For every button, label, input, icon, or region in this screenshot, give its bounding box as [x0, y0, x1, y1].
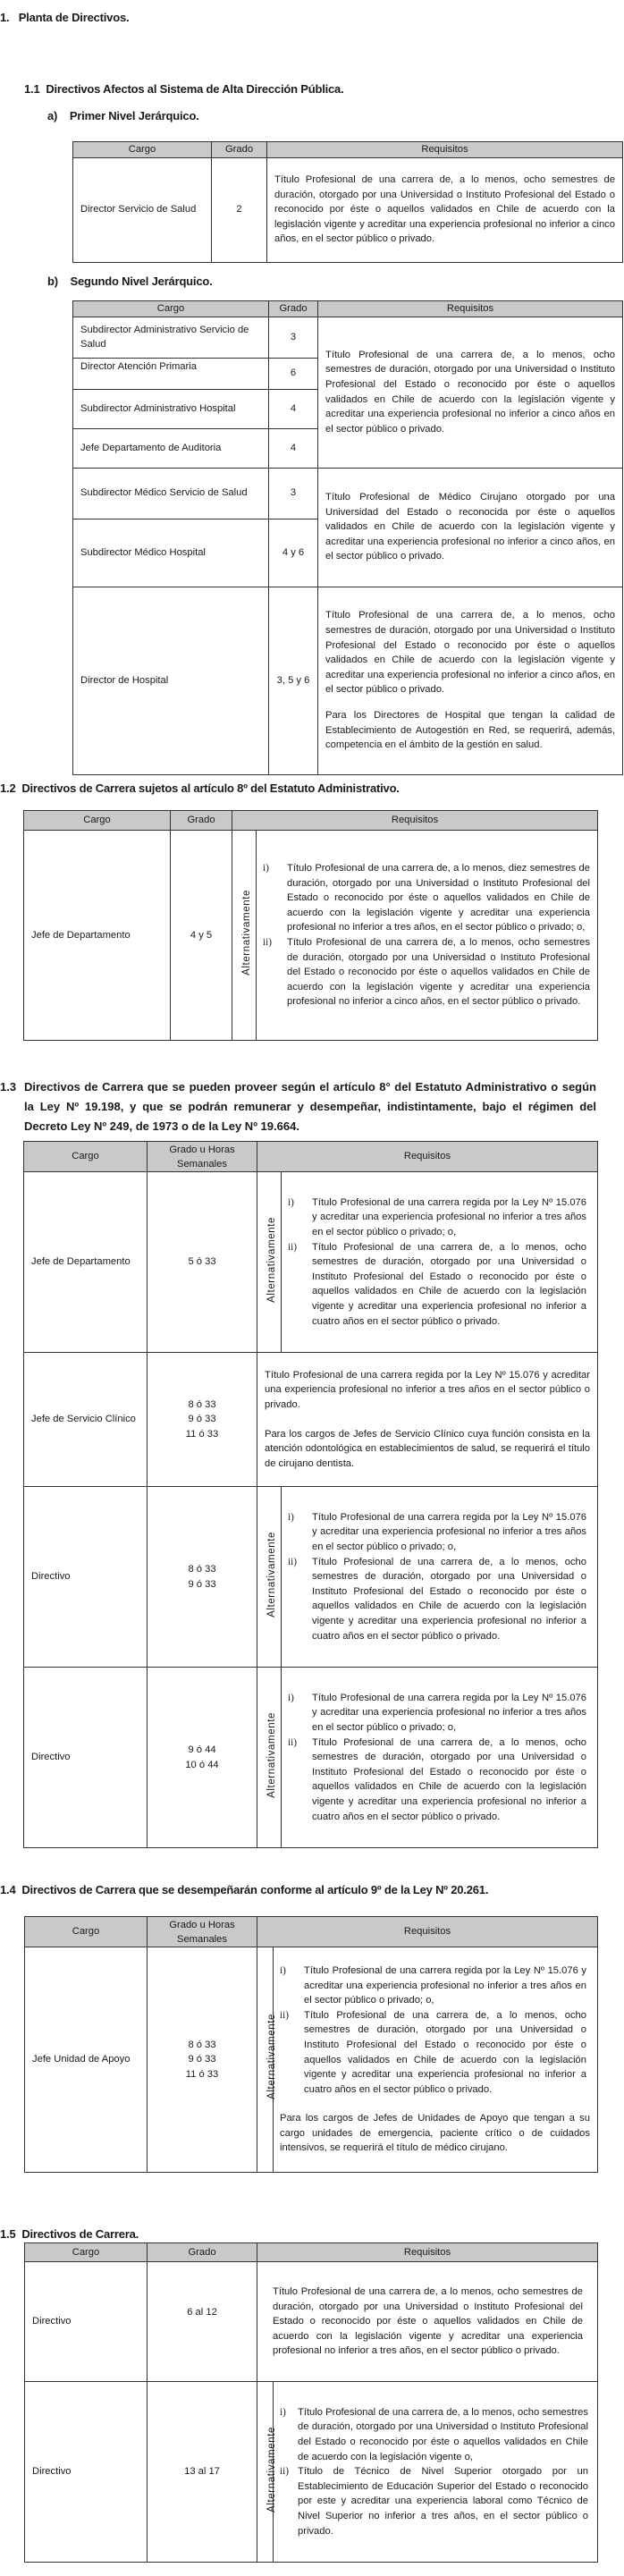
grado-cell [148, 1353, 257, 1487]
subheading-number: b) [47, 274, 58, 288]
cargo-cell: Director Servicio de Salud [73, 157, 212, 262]
alternativamente-label: Alternativamente [266, 2014, 277, 2099]
list-marker: i) [280, 1964, 286, 1976]
column-header-grado: Grado [212, 142, 267, 158]
requisitos-list [280, 2405, 588, 2538]
subheading-number: a) [47, 109, 58, 122]
list-item [288, 1555, 586, 1644]
cargo-cell: Jefe Unidad de Apoyo [25, 1947, 148, 2173]
list-text: Título Profesional de una carrera de, a lo menos, diez semestres de duración, otorgado por una Universidad o Instituto Profesional del Estado o reconocido por éste o aquellos validados en Chile de acuerdo con la legislación vigente y acreditar una experiencia profesional no inferior a tres años, en el sector público o privado; o, [287, 863, 590, 933]
grado-cell: 4 [269, 389, 318, 428]
table-row [73, 468, 623, 519]
subheading-a [47, 109, 199, 122]
list-item [280, 2405, 588, 2464]
list-marker: ii) [288, 1556, 297, 1567]
alternativamente-cell [232, 831, 257, 1041]
table-row [25, 1947, 598, 2173]
requisitos-cell: Título Profesional de una carrera de, a lo menos, ocho semestres de duración, otorgado por una Universidad o Instituto Profesional del Estado o reconocido por éste o aquellos validados en Chile de acuerdo con la legislación vigente y acreditar una experiencia profesional no inferior a cinco años, en el sector público o privado. [267, 157, 623, 262]
cargo-cell: Directivo [24, 1668, 148, 1848]
requisitos-cell: Título Profesional de una carrera de, a lo menos, ocho semestres de duración, otorgado por una Universidad o Instituto Profesional del Estado o reconocido por éste o aquellos validados en Chile de acuerdo con la legislación vigente y acreditar una experiencia profesional no inferior a cinco años en el sector público o privado. [318, 317, 623, 468]
grado-value: 8 ó 33 [188, 1398, 216, 1410]
section-heading-1-4 [0, 1883, 488, 1896]
requisitos-list [288, 1510, 586, 1643]
section-number: 1. [0, 11, 10, 24]
column-header-cargo: Cargo [25, 2243, 148, 2262]
cargo-cell: Jefe de Departamento [24, 831, 171, 1041]
cargo-cell: Subdirector Administrativo Hospital [73, 389, 269, 428]
column-header-cargo: Cargo [73, 301, 269, 317]
list-marker: i) [280, 2406, 286, 2418]
table-row [24, 1172, 598, 1353]
list-marker: i) [263, 863, 269, 874]
column-header-requisitos: Requisitos [267, 142, 623, 158]
subheading-b [47, 274, 213, 288]
list-text: Título Profesional de una carrera de, a lo menos, ocho semestres de duración, otorgado por una Universidad o Instituto Profesional del Estado o reconocido por éste o aquellos validados en Chile de acuerdo con la legislación vigente o, [298, 2406, 588, 2462]
section-title: Directivos de Carrera que se pueden proveer según el artículo 8° del Estatuto Administrativo o según la Ley Nº 19.198, y que se podrán remunerar y desempeñar, indistintamente, bajo el régimen del Decreto Ley Nº 249, de 1973 o de la Ley Nº 19.664. [24, 1080, 596, 1133]
list-item [288, 1195, 586, 1240]
column-header-grado-horas: Grado u Horas Semanales [148, 1917, 257, 1947]
requisitos-list [263, 861, 590, 1009]
cargo-cell: Directivo [25, 2382, 148, 2563]
column-header-grado: Grado [269, 301, 318, 317]
grado-cell: 4 y 6 [269, 519, 318, 587]
requisitos-text: Título Profesional de una carrera regida por la Ley Nº 15.076 y acreditar una experiencia profesional no inferior a tres años en el sector público o privado. [265, 1369, 590, 1410]
alternativamente-label: Alternativamente [241, 890, 252, 976]
table-row [73, 317, 623, 358]
requisitos-cell [274, 2382, 598, 2563]
cargo-cell: Director de Hospital [73, 587, 269, 774]
list-marker: ii) [280, 2009, 289, 2021]
cargo-cell: Subdirector Administrativo Servicio de Salud [73, 317, 269, 358]
column-header-cargo: Cargo [24, 811, 171, 831]
table-1-4 [24, 1916, 598, 2173]
requisitos-note: Para los Directores de Hospital que tengan la calidad de Establecimiento de Autogestión en Red, se requerirá, además, competencia en el ámbito de la gestión en salud. [325, 709, 615, 751]
alternativamente-cell [257, 1947, 277, 2173]
cargo-cell: Jefe de Departamento [24, 1172, 148, 1353]
grado-value: 11 ó 33 [185, 2068, 219, 2080]
grado-cell: 5 ó 33 [148, 1172, 257, 1353]
column-header-grado-horas: Grado u Horas Semanales [148, 1142, 257, 1172]
requisitos-cell [282, 1668, 598, 1848]
grado-cell: 13 al 17 [148, 2382, 257, 2563]
column-header-cargo: Cargo [24, 1142, 148, 1172]
list-marker: i) [288, 1511, 294, 1523]
column-header-requisitos: Requisitos [257, 1917, 598, 1947]
list-text: Título Profesional de una carrera regida por la Ley Nº 15.076 y acreditar una experiencia profesional no inferior a tres años en el sector público o privado; o, [312, 1196, 586, 1238]
grado-value: 9 ó 33 [188, 1578, 216, 1590]
section-title: Directivos de Carrera sujetos al artículo 8º del Estatuto Administrativo. [21, 781, 400, 795]
requisitos-cell [282, 1487, 598, 1668]
grado-value: 9 ó 33 [188, 2054, 216, 2065]
requisitos-cell [282, 1172, 598, 1353]
requisitos-cell [318, 587, 623, 774]
subheading-title: Segundo Nivel Jerárquico. [70, 274, 213, 288]
requisitos-cell [257, 831, 598, 1041]
list-marker: ii) [288, 1736, 297, 1748]
table-row [73, 587, 623, 774]
grado-value: 11 ó 33 [185, 1428, 219, 1440]
alternativamente-label: Alternativamente [266, 2426, 277, 2513]
column-header-requisitos: Requisitos [232, 811, 598, 831]
section-heading-1-5 [0, 2227, 139, 2241]
grado-value: 9 ó 44 [188, 1744, 216, 1755]
list-item [263, 935, 590, 1009]
grado-cell: 3 [269, 317, 318, 358]
table-1-3 [23, 1141, 598, 1848]
table-1-2 [23, 810, 598, 1041]
table-primer-nivel [72, 141, 623, 263]
list-item [280, 2464, 588, 2538]
grado-value: 8 ó 33 [188, 2039, 216, 2050]
requisitos-cell [274, 1947, 598, 2173]
grado-cell: 4 y 5 [171, 831, 232, 1041]
cargo-cell: Director Atención Primaria [73, 358, 269, 389]
section-title: Directivos de Carrera que se desempeñarán conforme al artículo 9º de la Ley Nº 20.261. [21, 1883, 489, 1896]
table-row [24, 1487, 598, 1668]
section-heading-1-1 [24, 82, 344, 96]
table-row [25, 2262, 598, 2382]
list-marker: i) [288, 1692, 294, 1703]
section-number: 1.5 [0, 2227, 16, 2241]
list-item [288, 1240, 586, 1330]
list-marker: ii) [280, 2466, 289, 2478]
requisitos-note: Para los cargos de Jefes de Servicio Clínico cuya función consista en la atención odontológica en establecimientos de salud, se requerirá el título de cirujano dentista. [265, 1428, 590, 1469]
list-text: Título Profesional de una carrera de, a lo menos, ocho semestres de duración, otorgado por una Universidad o Instituto Profesional del Estado o reconocido por éste o aquellos validados en Chile de acuerdo con la legislación vigente y acreditar una experiencia profesional no inferior a cuatro años en el sector público o privado. [312, 1241, 586, 1327]
table-row [25, 2382, 598, 2563]
section-heading-1-3 [0, 1077, 596, 1136]
list-text: Título Profesional de una carrera de, a lo menos, ocho semestres de duración, otorgado por una Universidad o Instituto Profesional del Estado o reconocido por éste o aquellos validados en Chile de acuerdo con la legislación vigente y acreditar una experiencia profesional no inferior a cuatro años en el sector público o privado. [304, 2009, 586, 2095]
cargo-cell: Directivo [25, 2262, 148, 2382]
grado-cell: 3, 5 y 6 [269, 587, 318, 774]
list-text: Título de Técnico de Nivel Superior otorgado por un Establecimiento de Educación Superior del Estado o reconocido por este y acreditar una experiencia laboral como Técnico de Nivel Superior no inferior a tres años, en el sector público o privado. [298, 2466, 588, 2537]
column-header-grado: Grado [171, 811, 232, 831]
cargo-cell: Subdirector Médico Hospital [73, 519, 269, 587]
grado-value: 10 ó 44 [185, 1759, 219, 1770]
list-marker: i) [288, 1196, 294, 1208]
list-item [263, 861, 590, 935]
alternativamente-cell [257, 1172, 282, 1353]
requisitos-note: Para los cargos de Jefes de Unidades de Apoyo que tengan a su cargo unidades de emergencia, paciente crítico o de cuidados intensivos, se requerirá el título de médico cirujano. [280, 2113, 590, 2154]
table-row [24, 831, 598, 1041]
grado-value: 9 ó 33 [188, 1414, 216, 1425]
cargo-cell: Jefe Departamento de Auditoria [73, 428, 269, 468]
grado-cell: 3 [269, 468, 318, 519]
section-heading-1-2 [0, 781, 400, 795]
grado-cell: 4 [269, 428, 318, 468]
column-header-requisitos: Requisitos [257, 1142, 598, 1172]
list-item [288, 1510, 586, 1555]
alternativamente-cell [257, 2382, 277, 2563]
requisitos-cell: Título Profesional de Médico Cirujano otorgado por una Universidad del Estado o reconocida por éste o aquellos validados en Chile de acuerdo con la legislación vigente y acreditar una experiencia profesional no inferior a cinco años, en el sector público o privado. [318, 468, 623, 587]
requisitos-list [288, 1195, 586, 1329]
section-number: 1.4 [0, 1883, 16, 1896]
list-item [288, 1736, 586, 1825]
list-text: Título Profesional de una carrera regida por la Ley Nº 15.076 y acreditar una experiencia profesional no inferior a tres años en el sector público o privado; o, [312, 1692, 586, 1734]
list-text: Título Profesional de una carrera regida por la Ley Nº 15.076 y acreditar una experiencia profesional no inferior a tres años en el sector público o privado; o, [304, 1964, 586, 2006]
grado-cell [148, 1668, 257, 1848]
cargo-cell: Jefe de Servicio Clínico [24, 1353, 148, 1487]
cargo-cell: Subdirector Médico Servicio de Salud [73, 468, 269, 519]
requisitos-text: Título Profesional de una carrera de, a lo menos, ocho semestres de duración, otorgado por una Universidad o Instituto Profesional del Estado o reconocido por éste o aquellos validados en Chile de acuerdo con la legislación vigente y acreditar una experiencia profesional no inferior a cinco años, en el sector público o privado. [325, 610, 615, 696]
table-1-5 [24, 2242, 598, 2563]
grado-cell: 6 [269, 358, 318, 389]
requisitos-cell [257, 1353, 598, 1487]
table-segundo-nivel [72, 300, 623, 775]
list-item [280, 2008, 586, 2098]
grado-cell [148, 1487, 257, 1668]
alternativamente-label: Alternativamente [266, 1216, 277, 1303]
requisitos-list [280, 1964, 590, 2097]
section-title: Directivos de Carrera. [21, 2227, 139, 2241]
column-header-cargo: Cargo [73, 142, 212, 158]
list-item [280, 1964, 586, 2008]
grado-value: 8 ó 33 [188, 1563, 216, 1575]
column-header-grado: Grado [148, 2243, 257, 2262]
alternativamente-label: Alternativamente [266, 1711, 277, 1798]
list-marker: ii) [263, 937, 272, 948]
table-row [24, 1353, 598, 1487]
section-number: 1.2 [0, 781, 16, 795]
table-row [73, 157, 623, 262]
column-header-cargo: Cargo [25, 1917, 148, 1947]
subheading-title: Primer Nivel Jerárquico. [69, 109, 199, 122]
column-header-requisitos: Requisitos [257, 2243, 598, 2262]
cargo-cell: Directivo [24, 1487, 148, 1668]
requisitos-cell: Título Profesional de una carrera de, a lo menos, ocho semestres de duración, otorgado por una Universidad o Instituto Profesional del Estado o reconocido por éste o aquellos validados en Chile de acuerdo con la legislación vigente y acreditar una experiencia profesional no inferior a tres años, en el sector público o privado. [257, 2262, 598, 2382]
list-text: Título Profesional de una carrera de, a lo menos, ocho semestres de duración, otorgado por una Universidad o Instituto Profesional del Estado o reconocido por éste o aquellos validados en Chile de acuerdo con la legislación vigente y acreditar una experiencia profesional no inferior a cinco años, en el sector público o privado. [287, 937, 590, 1008]
section-heading-1 [0, 11, 129, 24]
grado-cell: 2 [212, 157, 267, 262]
section-title: Planta de Directivos. [18, 11, 130, 24]
alternativamente-cell [257, 1487, 282, 1668]
requisitos-list [288, 1691, 586, 1824]
list-item [288, 1691, 586, 1736]
list-marker: ii) [288, 1241, 297, 1253]
list-text: Título Profesional de una carrera de, a lo menos, ocho semestres de duración, otorgado por una Universidad o Instituto Profesional del Estado o reconocido por éste o aquellos validados en Chile de acuerdo con la legislación vigente y acreditar una experiencia profesional no inferior a cuatro años en el sector público o privado. [312, 1736, 586, 1822]
list-text: Título Profesional de una carrera regida por la Ley Nº 15.076 y acreditar una experiencia profesional no inferior a tres años en el sector público o privado; o, [312, 1511, 586, 1553]
list-text: Título Profesional de una carrera de, a lo menos, ocho semestres de duración, otorgado por una Universidad o Instituto Profesional del Estado o reconocido por éste o aquellos validados en Chile de acuerdo con la legislación vigente y acreditar una experiencia profesional no inferior a cuatro años en el sector público o privado. [312, 1556, 586, 1642]
grado-cell: 6 al 12 [148, 2262, 257, 2382]
column-header-requisitos: Requisitos [318, 301, 623, 317]
alternativamente-label: Alternativamente [266, 1531, 277, 1617]
grado-cell [148, 1947, 257, 2173]
section-number: 1.3 [0, 1080, 17, 1094]
table-row [24, 1668, 598, 1848]
section-title: Directivos Afectos al Sistema de Alta Dirección Pública. [46, 82, 344, 96]
section-number: 1.1 [24, 82, 40, 96]
alternativamente-cell [257, 1668, 282, 1848]
